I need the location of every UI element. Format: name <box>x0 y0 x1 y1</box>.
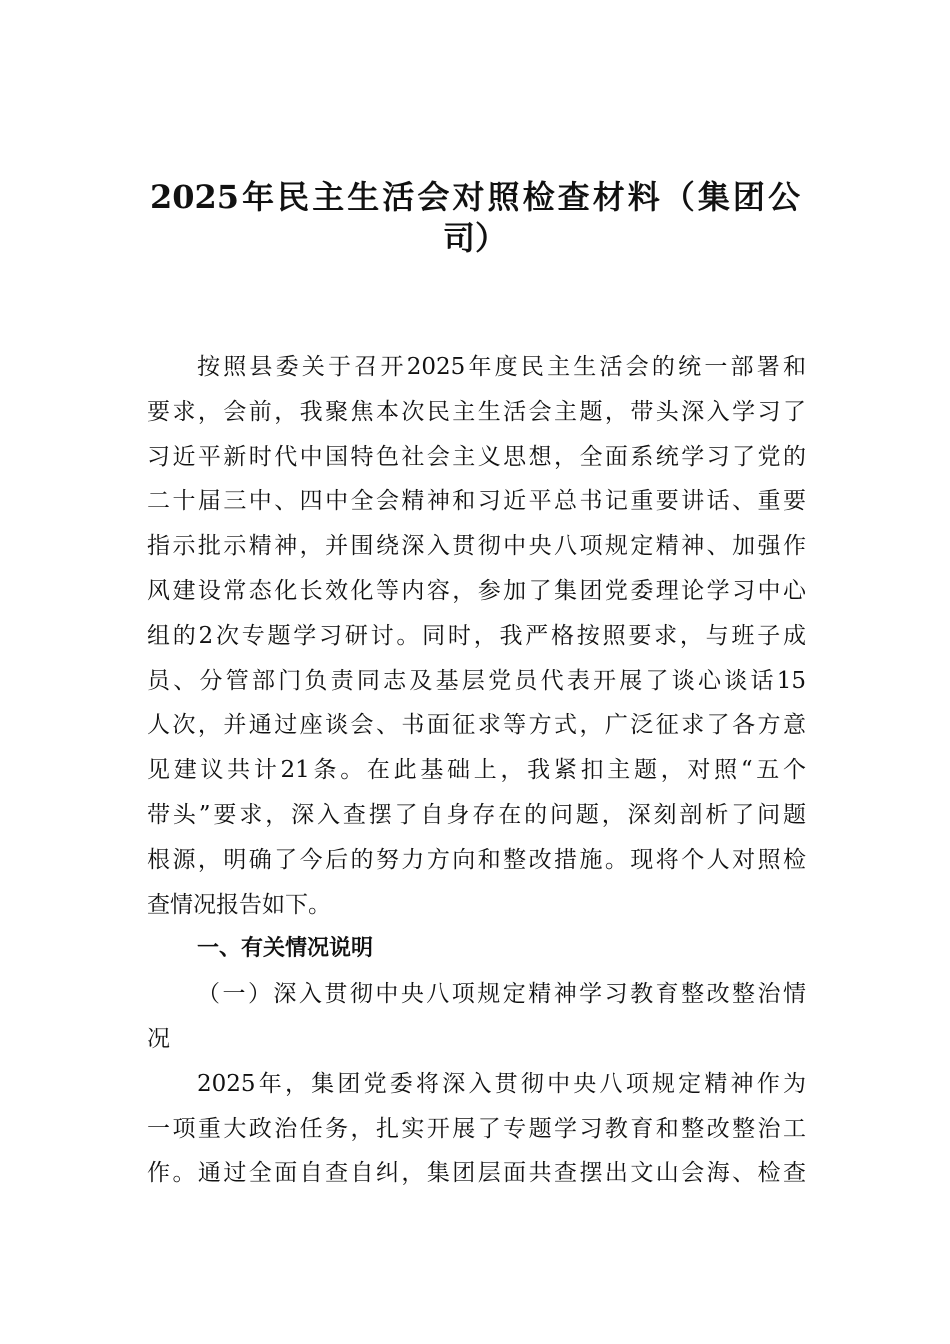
paragraph-line: 按照县委关于召开2025年度民主生活会的统一部署和 <box>197 354 806 380</box>
paragraph-line: 作。通过全面自查自纠，集团层面共查摆出文山会海、检查 <box>147 1160 806 1187</box>
paragraph-line: 见建议共计21条。在此基础上，我紧扣主题，对照“五个 <box>147 757 806 784</box>
section-heading: 一、有关情况说明 <box>197 936 374 962</box>
paragraph-line: 习近平新时代中国特色社会主义思想，全面系统学习了党的 <box>147 443 806 470</box>
document-title-line-2: 司） <box>442 219 507 257</box>
paragraph-line: 根源，明确了今后的努力方向和整改措施。现将个人对照检 <box>147 846 806 873</box>
paragraph-line: 风建设常态化长效化等内容，参加了集团党委理论学习中心 <box>147 578 806 604</box>
paragraph-line: 一项重大政治任务，扎实开展了专题学习教育和整改整治工 <box>147 1115 806 1142</box>
document-title-line-1: 2025年民主生活会对照检查材料（集团公 <box>150 178 800 216</box>
paragraph-line: 查情况报告如下。 <box>147 891 331 918</box>
paragraph-line: 员、分管部门负责同志及基层党员代表开展了谈心谈话15 <box>147 667 806 694</box>
subsection-heading-line: 况 <box>147 1026 170 1052</box>
paragraph-line: 组的2次专题学习研讨。同时，我严格按照要求，与班子成 <box>147 622 806 649</box>
subsection-heading-line: （一）深入贯彻中央八项规定精神学习教育整改整治情 <box>197 981 806 1008</box>
paragraph-line: 2025年，集团党委将深入贯彻中央八项规定精神作为 <box>197 1070 806 1097</box>
paragraph-line: 指示批示精神，并围绕深入贯彻中央八项规定精神、加强作 <box>147 533 806 560</box>
paragraph-line: 二十届三中、四中全会精神和习近平总书记重要讲话、重要 <box>147 488 806 515</box>
paragraph-line: 要求，会前，我聚焦本次民主生活会主题，带头深入学习了 <box>147 398 806 425</box>
paragraph-line: 带头”要求，深入查摆了自身存在的问题，深刻剖析了问题 <box>147 802 806 828</box>
paragraph-line: 人次，并通过座谈会、书面征求等方式，广泛征求了各方意 <box>147 712 806 739</box>
